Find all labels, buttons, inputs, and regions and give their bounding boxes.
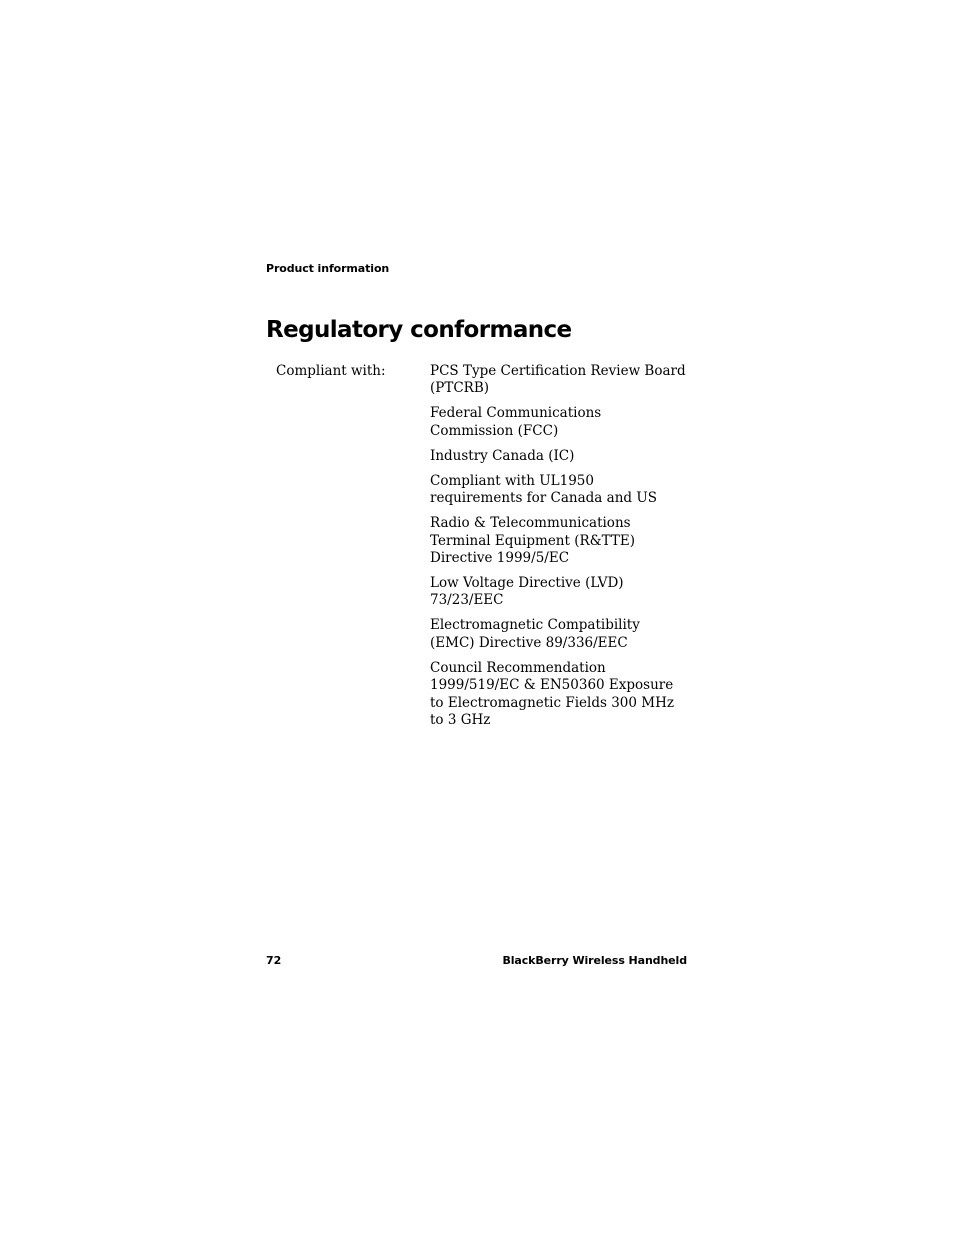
standard-item-ptcrb: PCS Type Certification Review Board (PTCRB) bbox=[430, 363, 686, 397]
book-title: BlackBerry Wireless Handheld bbox=[502, 954, 687, 967]
standards-list bbox=[430, 363, 686, 729]
standard-item-ic: Industry Canada (IC) bbox=[430, 447, 575, 464]
compliance-label: Compliant with: bbox=[276, 363, 386, 379]
section-header: Product information bbox=[266, 262, 390, 275]
page-title: Regulatory conformance bbox=[266, 317, 572, 343]
standard-item-ul1950: Compliant with UL1950 requirements for Canada and US bbox=[430, 472, 657, 507]
page-number: 72 bbox=[266, 954, 282, 967]
standard-item-emc: Electromagnetic Compatibility (EMC) Directive 89/336/EEC bbox=[430, 617, 640, 651]
standard-item-fcc: Federal Communications Commission (FCC) bbox=[430, 405, 602, 439]
standard-item-lvd: Low Voltage Directive (LVD) 73/23/EEC bbox=[430, 575, 624, 609]
standard-item-rtte: Radio & Telecommunications Terminal Equipment (R&TTE) Directive 1999/5/EC bbox=[430, 515, 636, 567]
standard-item-council-recommendation: Council Recommendation 1999/519/EC & EN50360 Exposure to Electromagnetic Fields 300 MHz to 3 GHz bbox=[430, 659, 674, 729]
